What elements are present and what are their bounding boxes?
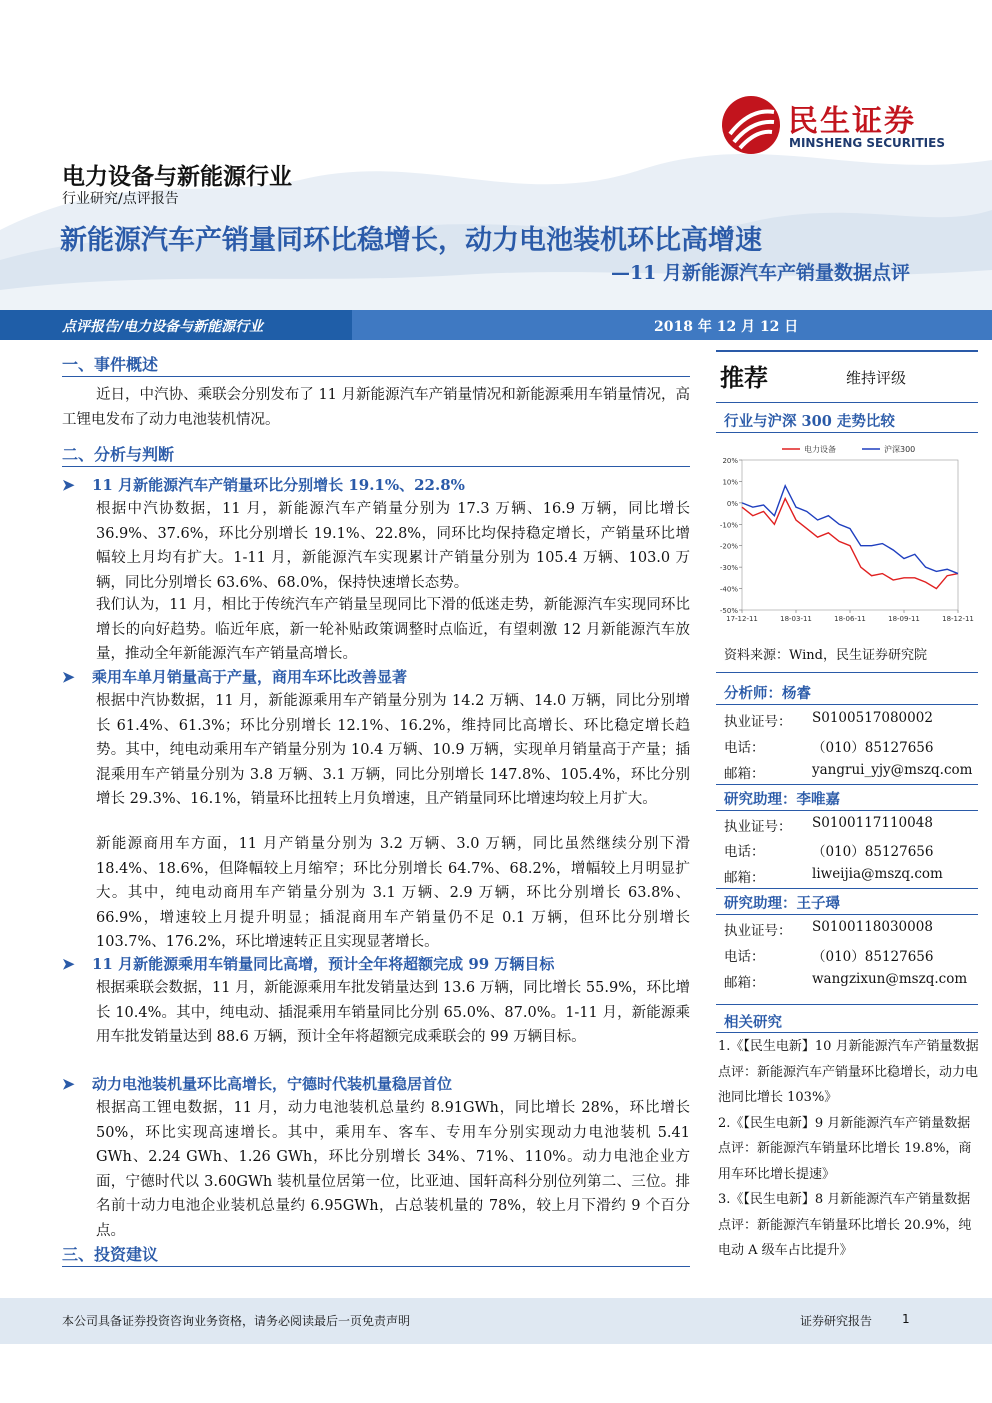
section-heading-3: 三、投资建议 [62,1245,159,1264]
related-item[interactable]: 3.《【民生电新】8 月新能源汽车产销量数据点评：新能源汽车销量环比增长 20.9%，纯电动 A 级车占比提升》 [718,1192,972,1258]
analyst-id: 执业证号： S0100517080002 [724,710,933,730]
section-heading-1: 一、事件概述 [62,355,159,374]
page-number: 1 [902,1312,910,1326]
y-tick-label: 10% [722,478,738,487]
assistant-1-tel: 电话： （010）85127656 [724,844,934,860]
y-tick-label: -10% [719,521,738,530]
y-tick-label: -20% [719,542,738,551]
x-tick-label: 18-09-11 [888,615,920,623]
assistant-1-title: 研究助理：李唯嘉 [724,791,840,808]
report-title: 新能源汽车产销量同环比稳增长，动力电池装机环比高增速 [60,225,762,256]
chart-source: 资料来源：Wind，民生证券研究院 [724,648,927,663]
industry-title: 电力设备与新能源行业 [62,164,292,190]
rating-recommend: 推荐 [720,364,768,392]
x-tick-label: 18-12-11 [942,615,974,623]
related-item[interactable]: 2.《【民生电新】9 月新能源汽车产销量数据点评：新能源汽车销量环比增长 19.8%，商用车环比增长提速》 [718,1115,972,1182]
x-tick-label: 18-06-11 [834,615,866,623]
header-bar [0,310,992,340]
y-tick-label: -30% [719,564,738,573]
assistant-2-title: 研究助理：王子璕 [724,895,840,912]
x-tick-label: 17-12-11 [726,615,758,623]
legend-label: 沪深300 [884,445,916,454]
y-tick-label: 0% [726,499,738,508]
section-heading-2: 二、分析与判断 [62,445,175,464]
analyst-title: 分析师：杨睿 [724,685,811,702]
related-title: 相关研究 [724,1014,782,1031]
bullet-3-paragraph-1: 根据乘联会数据，11 月，新能源乘用车批发销量达到 13.6 万辆，同比增长 55.9%，环比增长 10.4%。其中，纯电动、插混乘用车销量同比分别 65.0%、87.0%。1-11 月，新能源乘用车批发销量达到 88.6 万辆，预计全年将超额完成乘联会的 99 万辆目标。 [96,980,690,1045]
series-line-0 [742,499,958,589]
bullet-arrow-icon: ➤ [62,668,75,686]
y-tick-label: -40% [719,585,738,594]
bullet-arrow-icon: ➤ [62,955,75,973]
assistant-1-id: 执业证号： S0100117110048 [724,815,933,835]
page-footer [0,1298,992,1344]
bullet-heading-1: ➤ 11 月新能源汽车产销量环比分别增长 19.1%、22.8% [62,476,465,494]
assistant-2-mail: 邮箱： wangzixun@mszq.com [724,971,968,991]
bullet-arrow-icon: ➤ [62,1075,75,1093]
bullet-heading-4: ➤ 动力电池装机量环比高增长，宁德时代装机量稳居首位 [62,1075,453,1093]
bullet-heading-2: ➤ 乘用车单月销量高于产量，商用车环比改善显著 [62,668,408,686]
report-date: 2018 年 12 月 12 日 [654,319,799,335]
y-tick-label: -50% [719,607,738,615]
report-subtitle: —11 月新能源汽车产销量数据点评 [610,262,910,284]
trend-title: 行业与沪深 300 走势比较 [724,413,895,430]
bullet-2-paragraph-1: 根据中汽协数据，11 月，新能源乘用车产销量分别为 14.2 万辆、14.0 万辆，同比分别增长 61.4%、61.3%；环比分别增长 12.1%、16.2%，维持同比高增长、环比稳定增长趋势。其中，纯电动乘用车产销量分别为 10.4 万辆、10.9 万辆，实现单月销量高于产量；插混乘用车产销量分别为 3.8 万辆、3.1 万辆，同比分别增长 147.8%、105.4%，环比分别增长 29.3%、16.1%，销量环比扭转上月负增速，且产销量同环比增速均较上月扩大。 [96,693,690,807]
analyst-mail: 邮箱： yangrui_yjy@mszq.com [724,762,973,782]
y-tick-label: 20% [722,457,738,465]
legend-label: 电力设备 [804,445,836,454]
related-item[interactable]: 1.《【民生电新】10 月新能源汽车产销量数据点评：新能源汽车产销量环比稳增长，动力电池同比增长 103%》 [718,1039,979,1105]
footer-report-label: 证券研究报告 [800,1314,873,1328]
brand-cn: 民生证券 [788,104,916,139]
bullet-4-paragraph-1: 根据高工锂电数据，11 月，动力电池装机总量约 8.91GWh，同比增长 28%，环比增长 50%，环比实现高速增长。其中，乘用车、客车、专用车分别实现动力电池装机 5.41 GWh、2.24 GWh、1.26 GWh，环比分别增长 34%、71%、110%。动力电池企业方面，宁德时代以 3.60GWh 装机量位居第一位，比亚迪、国轩高科分别位列第二、三位。排名前十动力电池企业装机总量约 6.95GWh，占总装机量的 78%，较上月下滑约 9 个百分点。 [96,1100,690,1239]
bullet-arrow-icon: ➤ [62,476,75,494]
brand-en: MINSHENG SECURITIES [789,136,945,150]
rating-keep: 维持评级 [846,369,907,387]
x-tick-label: 18-03-11 [780,615,812,623]
chart-plot-frame [742,460,958,610]
report-type: 行业研究/点评报告 [62,191,179,207]
series-line-1 [742,486,958,574]
assistant-2-tel: 电话： （010）85127656 [724,949,934,965]
analyst-tel: 电话： （010）85127656 [724,740,934,756]
brand-logo [720,92,950,158]
minsheng-logo-icon [720,94,782,156]
footer-disclaimer: 本公司具备证券投资咨询业务资格，请务必阅读最后一页免责声明 [62,1314,411,1328]
bullet-2-paragraph-2: 新能源商用车方面，11 月产销量分别为 3.2 万辆、3.0 万辆，同比虽然继续分别下滑 18.4%、18.6%，但降幅较上月缩窄；环比分别增长 64.7%、68.2%，增幅较上月明显扩大。其中，纯电动商用车产销量分别为 3.1 万辆、2.9 万辆，环比分别增长 63.8%、66.9%，增速较上月提升明显；插混商用车产销量仍不足 0.1 万辆，但环比分别增长 103.7%、176.2%，环比增速转正且实现显著增长。 [96,836,690,950]
bullet-heading-3: ➤ 11 月新能源乘用车销量同比高增，预计全年将超额完成 99 万辆目标 [62,955,555,973]
assistant-1-mail: 邮箱： liweijia@mszq.com [724,866,943,886]
bullet-1-paragraph-1: 根据中汽协数据，11 月，新能源汽车产销量分别为 17.3 万辆、16.9 万辆，同比增长 36.9%、37.6%，环比分别增长 19.1%、22.8%，同环比均保持稳定增长，产销量环比增幅较上月均有扩大。1-11 月，新能源汽车实现累计产销量分别为 105.4 万辆、103.0 万辆，同比分别增长 63.6%、68.0%，保持快速增长态势。 [96,501,690,591]
bullet-1-paragraph-2: 我们认为，11 月，相比于传统汽车产销量呈现同比下滑的低迷走势，新能源汽车实现同环比增长的向好趋势。临近年底，新一轮补贴政策调整时点临近，有望刺激 12 月新能源汽车放量，推动全年新能源汽车产销量高增长。 [96,597,690,662]
trend-chart [712,440,982,630]
assistant-2-id: 执业证号： S0100118030008 [724,919,933,939]
section-1-paragraph: 近日，中汽协、乘联会分别发布了 11 月新能源汽车产销量情况和新能源乘用车销量情况，高工锂电发布了动力电池装机情况。 [62,387,690,428]
bar-label: 点评报告/电力设备与新能源行业 [62,319,264,335]
related-list [718,1034,980,1264]
